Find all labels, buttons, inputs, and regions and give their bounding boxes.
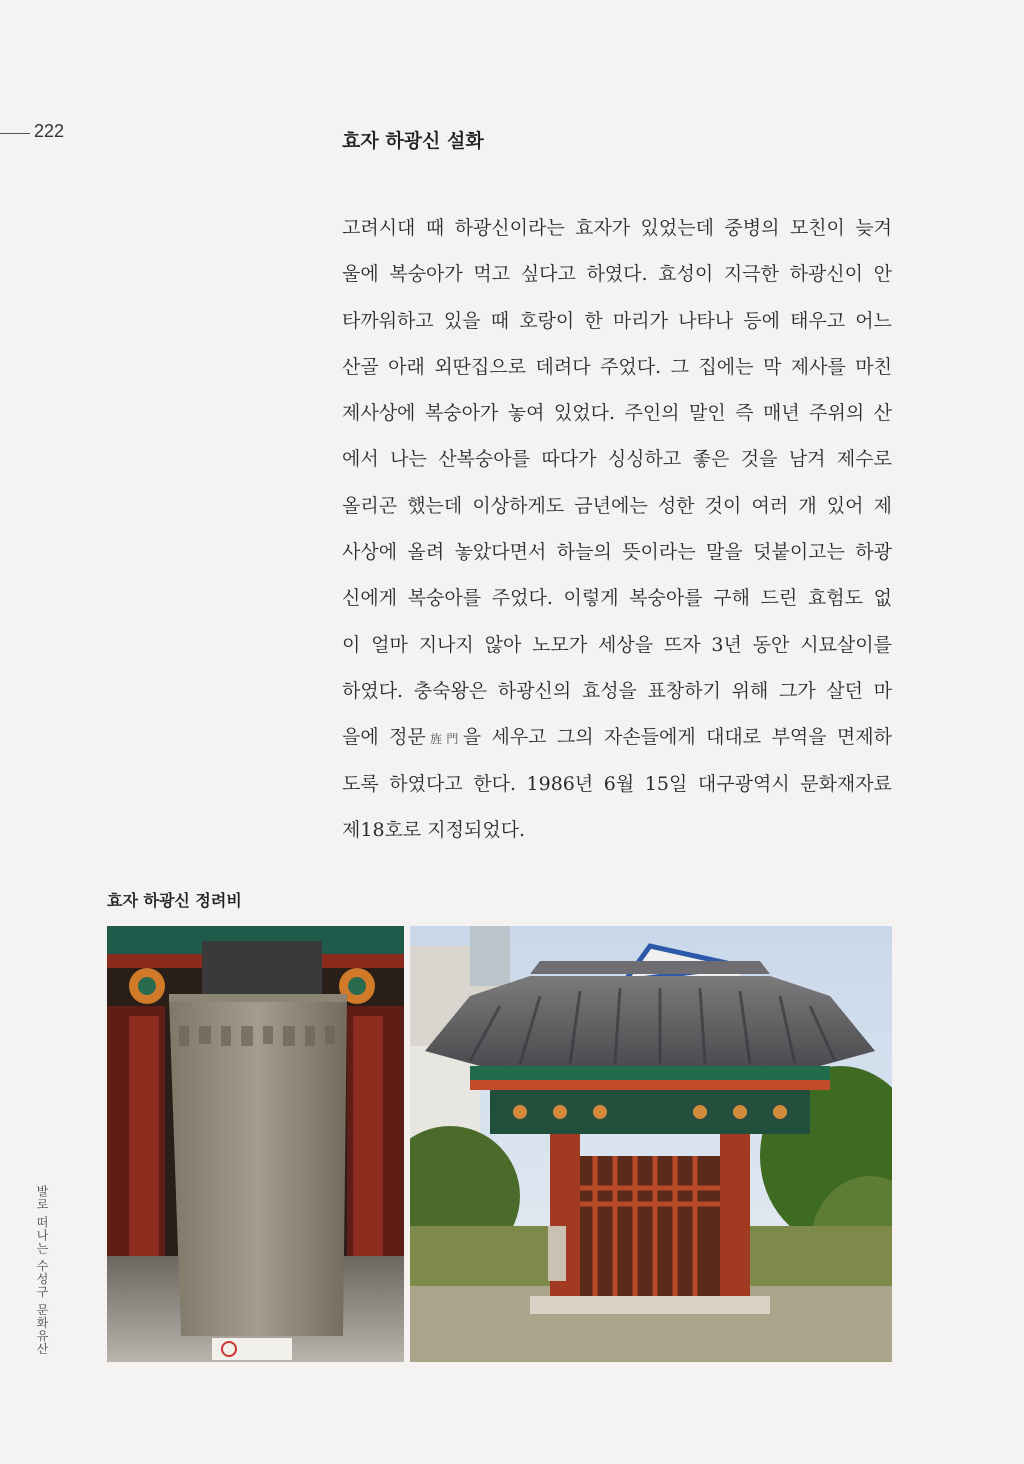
body-line: 산골 아래 외딴집으로 데려다 주었다. 그 집에는 막 제사를 마친 <box>342 355 892 378</box>
section-title: 효자 하광신 설화 <box>342 130 484 152</box>
body-text-segment: 을 세우고 그의 자손들에게 대대로 부역을 면제하 <box>462 726 892 749</box>
body-line: 하였다. 충숙왕은 하광신의 효성을 표창하기 위해 그가 살던 마 <box>342 679 892 702</box>
page-number-rule <box>0 133 30 134</box>
body-line: 고려시대 때 하광신이라는 효자가 있었는데 중병의 모친이 늦겨 <box>342 217 892 239</box>
body-line: 올리곤 했는데 이상하게도 금년에는 성한 것이 여러 개 있어 제 <box>342 494 892 517</box>
body-line-with-hanja <box>342 714 892 760</box>
hanja-annotation: 旌門 <box>425 732 463 747</box>
pavilion-photo <box>410 926 892 1362</box>
body-line: 제18호로 지정되었다. <box>342 818 526 841</box>
body-line: 에서 나는 산복숭아를 따다가 싱싱하고 좋은 것을 남겨 제수로 <box>342 448 892 471</box>
body-line: 타까워하고 있을 때 호랑이 한 마리가 나타나 등에 태우고 어느 <box>342 309 892 332</box>
body-paragraph <box>342 205 892 853</box>
body-line: 사상에 올려 놓았다면서 하늘의 뜻이라는 말을 덧붙이고는 하광 <box>342 541 892 564</box>
page-number: 222 <box>34 121 65 141</box>
body-line: 도록 하였다고 한다. 1986년 6월 15일 대구광역시 문화재자료 <box>342 772 892 795</box>
body-line: 신에게 복숭아를 주었다. 이렇게 복숭아를 구해 드린 효험도 없 <box>342 587 892 610</box>
photo-caption: 효자 하광신 정려비 <box>107 891 242 910</box>
body-line: 울에 복숭아가 먹고 싶다고 하였다. 효성이 지극한 하광신이 안 <box>342 263 892 286</box>
body-text-segment: 을에 정문 <box>342 726 426 749</box>
stone-stele-photo <box>107 926 404 1362</box>
running-footer: 발로 떠나는 수성구 문화유산 <box>35 1185 49 1356</box>
body-line: 제사상에 복숭아가 놓여 있었다. 주인의 말인 즉 매년 주위의 산 <box>342 402 892 425</box>
body-line: 이 얼마 지나지 않아 노모가 세상을 뜨자 3년 동안 시묘살이를 <box>342 633 892 656</box>
